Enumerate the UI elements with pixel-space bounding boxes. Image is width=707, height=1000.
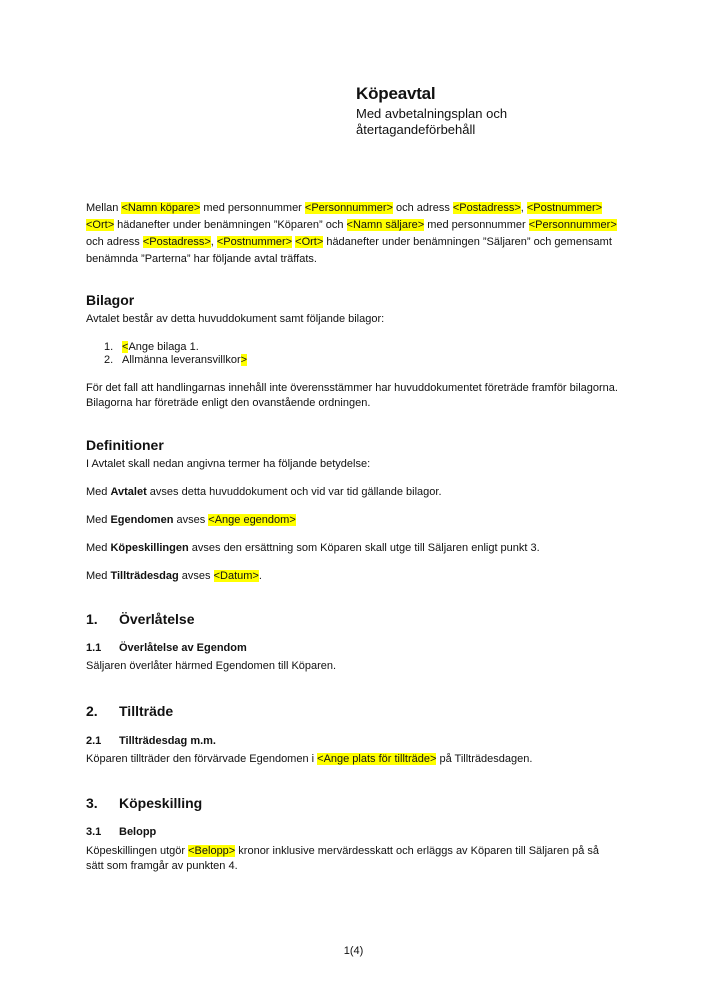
definition-prefix: Med: [86, 486, 111, 498]
section-3-1-title: Belopp: [119, 826, 157, 838]
seller-name-field: <Namn säljare>: [346, 219, 425, 231]
definition-term: Köpeskillingen: [110, 542, 189, 554]
intro-text: ,: [210, 236, 217, 248]
intro-text: Mellan: [86, 202, 122, 214]
bilaga-2-bracket: >: [240, 354, 248, 366]
definition-kopeskillingen: [86, 542, 540, 554]
seller-postadress-field: <Postadress>: [142, 236, 211, 248]
seller-postnummer-field: <Postnummer>: [216, 236, 293, 248]
section-3-1-text: [86, 844, 616, 874]
document-title: Köpeavtal: [356, 84, 436, 103]
definition-prefix: Med: [86, 570, 111, 582]
intro-text: och adress: [86, 236, 143, 248]
bilagor-intro: Avtalet består av detta huvuddokument samt följande bilagor:: [86, 313, 385, 325]
section-3-1-text-pre: Köpeskillingen utgör: [86, 845, 189, 857]
intro-text: med personnummer: [200, 202, 305, 214]
section-3-1-number: 3.1: [86, 826, 102, 838]
definition-term: Egendomen: [110, 514, 174, 526]
section-1-number: 1.: [86, 611, 98, 627]
definition-end: .: [258, 570, 262, 582]
buyer-postadress-field: <Postadress>: [452, 202, 521, 214]
page-number: 1(4): [343, 945, 364, 957]
bilagor-precedence: För det fall att handlingarnas innehåll inte överensstämmer har huvuddokumentet företräde framför bilagorna. Bilagorna har företräde enligt den ovanstående ordningen.: [86, 382, 618, 409]
seller-personnummer-field: <Personnummer>: [528, 219, 617, 231]
section-1-1-text: Säljaren överlåter härmed Egendomen till Köparen.: [86, 660, 337, 672]
plats-for-tilltrade-field: <Ange plats för tillträde>: [317, 753, 437, 765]
intro-text: hädanefter under benämningen ”Säljaren” och gemensamt benämnda ”Parterna” har följande avtal träffats.: [86, 236, 612, 265]
buyer-name-field: <Namn köpare>: [121, 202, 201, 214]
section-3-1-text-post: kronor inklusive mervärdesskatt och erläggs av Köparen till Säljaren på så sätt som framgår av punkten 4.: [86, 845, 600, 872]
section-2-1-title: Tillträdesdag m.m.: [119, 735, 216, 747]
datum-field: <Datum>: [213, 570, 259, 582]
definition-egendomen: [86, 514, 296, 526]
bilaga-1-label: Ange bilaga 1.: [128, 341, 199, 353]
definition-text: avses: [178, 570, 214, 582]
egendom-field: <Ange egendom>: [208, 514, 296, 526]
section-2-1-text-pre: Köparen tillträder den förvärvade Egendomen i: [86, 753, 318, 765]
section-1-1-number: 1.1: [86, 642, 102, 654]
definition-tilltradesdag: [86, 570, 262, 582]
bilaga-1-item: [122, 341, 199, 353]
bilaga-1-bracket: <: [122, 341, 129, 353]
subtitle-line-1: Med avbetalningsplan och: [356, 106, 508, 121]
buyer-personnummer-field: <Personnummer>: [304, 202, 393, 214]
definitioner-intro: I Avtalet skall nedan angivna termer ha följande betydelse:: [86, 458, 371, 470]
section-2-1-number: 2.1: [86, 735, 102, 747]
definitioner-heading: Definitioner: [86, 437, 164, 453]
definition-avtalet: [86, 486, 442, 498]
bilaga-2-item: [122, 354, 247, 366]
definition-text: avses: [173, 514, 209, 526]
bilaga-1-number: 1.: [104, 341, 114, 353]
buyer-ort-field: <Ort>: [86, 219, 115, 231]
belopp-field: <Belopp>: [188, 845, 236, 857]
definition-text: avses detta huvuddokument och vid var tid gällande bilagor.: [146, 486, 442, 498]
intro-text: med personnummer: [424, 219, 529, 231]
intro-text: hädanefter under benämningen ”Köparen” och: [114, 219, 347, 231]
bilagor-heading: Bilagor: [86, 292, 135, 308]
section-2-1-text-post: på Tillträdesdagen.: [436, 753, 533, 765]
section-3-number: 3.: [86, 795, 98, 811]
subtitle-line-2: återtagandeförbehåll: [356, 122, 476, 137]
intro-paragraph: [86, 200, 626, 268]
section-1-title: Överlåtelse: [119, 611, 195, 627]
definition-text: avses den ersättning som Köparen skall utge till Säljaren enligt punkt 3.: [188, 542, 540, 554]
intro-text: ,: [520, 202, 527, 214]
seller-ort-field: <Ort>: [295, 236, 324, 248]
bilaga-2-number: 2.: [104, 354, 114, 366]
bilaga-2-label: Allmänna leveransvillkor: [122, 354, 241, 366]
definition-prefix: Med: [86, 514, 111, 526]
definition-prefix: Med: [86, 542, 111, 554]
section-2-title: Tillträde: [119, 703, 174, 719]
section-3-title: Köpeskilling: [119, 795, 203, 811]
section-2-number: 2.: [86, 703, 98, 719]
definition-term: Tillträdesdag: [110, 570, 179, 582]
section-1-1-title: Överlåtelse av Egendom: [119, 642, 247, 654]
section-2-1-text: [86, 753, 532, 765]
document-subtitle: [356, 106, 507, 138]
definition-term: Avtalet: [110, 486, 147, 498]
buyer-postnummer-field: <Postnummer>: [526, 202, 603, 214]
intro-text: och adress: [392, 202, 453, 214]
